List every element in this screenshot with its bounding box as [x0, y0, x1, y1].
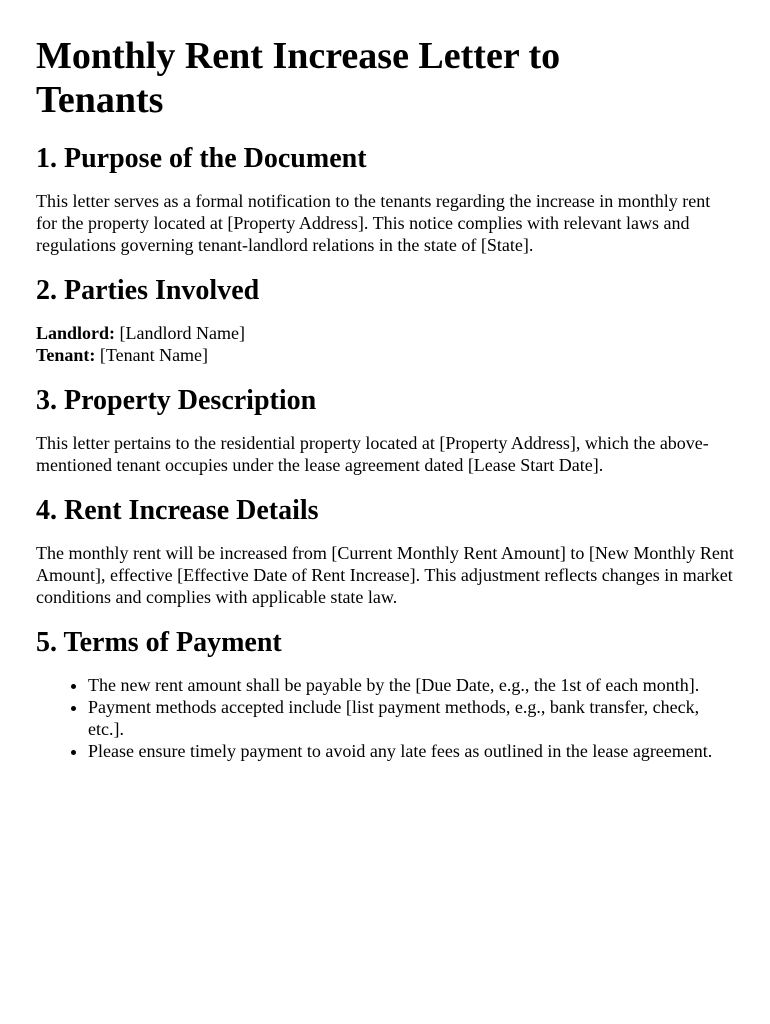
- landlord-value: [Landlord Name]: [119, 323, 245, 343]
- section-body-increase: The monthly rent will be increased from [Current Monthly Rent Amount] to [New Monthly Rent Amount], effective [Effective Date of Rent Increase]. This adjustment reflects changes in market conditions and complies with applicable state law.: [36, 543, 734, 607]
- tenant-label: Tenant:: [36, 345, 96, 365]
- payment-terms-list: [36, 674, 734, 762]
- section-heading-property: 3. Property Description: [36, 385, 317, 416]
- section-body-property: This letter pertains to the residential property located at [Property Address], which the above-mentioned tenant occupies under the lease agreement dated [Lease Start Date].: [36, 433, 709, 475]
- section-purpose: [36, 142, 734, 256]
- list-item: • The new rent amount shall be payable by the [Due Date, e.g., the 1st of each month].: [88, 674, 734, 696]
- section-body-purpose: This letter serves as a formal notification to the tenants regarding the increase in monthly rent for the property located at [Property Address]. This notice complies with relevant laws and regulations governing tenant-landlord relations in the state of [State].: [36, 191, 711, 255]
- list-item: • Please ensure timely payment to avoid any late fees as outlined in the lease agreement.: [88, 740, 734, 762]
- section-property: [36, 384, 734, 476]
- section-parties: [36, 274, 734, 366]
- tenant-line: [36, 344, 734, 366]
- list-item: • Payment methods accepted include [list payment methods, e.g., bank transfer, check, etc.].: [88, 696, 734, 740]
- section-heading-purpose: 1. Purpose of the Document: [36, 143, 367, 174]
- landlord-line: [36, 322, 734, 344]
- landlord-label: Landlord:: [36, 323, 116, 343]
- section-heading-payment: 5. Terms of Payment: [36, 627, 282, 658]
- section-heading-increase: 4. Rent Increase Details: [36, 495, 319, 526]
- section-increase: [36, 494, 734, 608]
- tenant-value: [Tenant Name]: [99, 345, 209, 365]
- document-title: Monthly Rent Increase Letter to Tenants: [36, 35, 561, 121]
- section-payment: [36, 626, 734, 762]
- section-heading-parties: 2. Parties Involved: [36, 275, 260, 306]
